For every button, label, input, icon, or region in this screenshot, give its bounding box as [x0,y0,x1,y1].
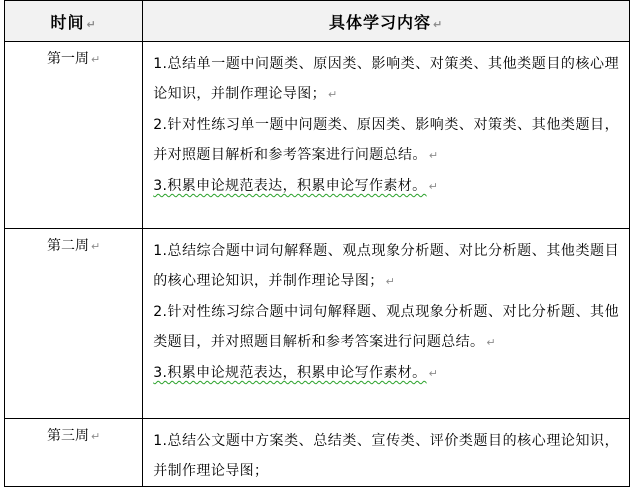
content-item [153,110,619,171]
content-item [153,358,619,389]
table-header-row [5,1,630,42]
content-column-label: 具体学习内容 [328,12,431,32]
content-column-header [143,1,630,42]
table-row [5,229,630,419]
week-label: 第一周 [47,51,89,67]
paragraph-mark-icon: ↵ [91,240,101,253]
content-item [153,236,619,297]
week-cell [5,419,143,487]
week-label: 第二周 [47,238,89,254]
content-item-text: 1.总结综合题中词句解释题、观点现象分析题、对比分析题、其他类题目的核心理论知识，并制作理论导图； [153,243,619,289]
content-cell [143,419,630,487]
paragraph-mark-icon: ↵ [328,88,338,101]
content-cell [143,42,630,229]
content-item-text: 3.积累申论规范表达，积累申论写作素材。 [153,365,427,381]
week-cell [5,42,143,229]
paragraph-mark-icon: ↵ [428,149,439,162]
content-item-text: 1.总结公文题中方案类、总结类、宣传类、评价类题目的核心理论知识，并制作理论导图； [153,433,619,479]
content-item [153,171,619,202]
paragraph-mark-icon: ↵ [428,180,439,193]
table-row [5,42,630,229]
paragraph-mark-icon: ↵ [91,430,101,443]
time-column-label: 时间 [50,12,85,32]
content-item-text: 1.总结单一题中问题类、原因类、影响类、对策类、其他类题目的核心理论知识，并制作理论导图； [153,56,619,102]
paragraph-mark-icon: ↵ [86,17,97,31]
content-item [153,49,619,110]
paragraph-mark-icon: ↵ [428,367,439,380]
content-item [153,297,619,358]
paragraph-mark-icon: ↵ [385,275,396,288]
study-plan-table [4,0,630,487]
content-cell [143,229,630,419]
content-item-text: 2.针对性练习单一题中问题类、原因类、影响类、对策类、其他类题目，并对照题目解析和参考答案进行问题总结。 [153,117,619,163]
paragraph-mark-icon: ↵ [91,53,101,66]
content-item-text: 3.积累申论规范表达，积累申论写作素材。 [153,178,427,194]
paragraph-mark-icon: ↵ [433,17,444,31]
content-item-text: 2.针对性练习综合题中词句解释题、观点现象分析题、对比分析题、其他类题目，并对照题目解析和参考答案进行问题总结。 [153,304,619,350]
table-row [5,419,630,487]
content-item [153,426,619,486]
time-column-header [5,1,143,42]
week-label: 第三周 [47,428,89,444]
week-cell [5,229,143,419]
paragraph-mark-icon: ↵ [486,336,497,349]
